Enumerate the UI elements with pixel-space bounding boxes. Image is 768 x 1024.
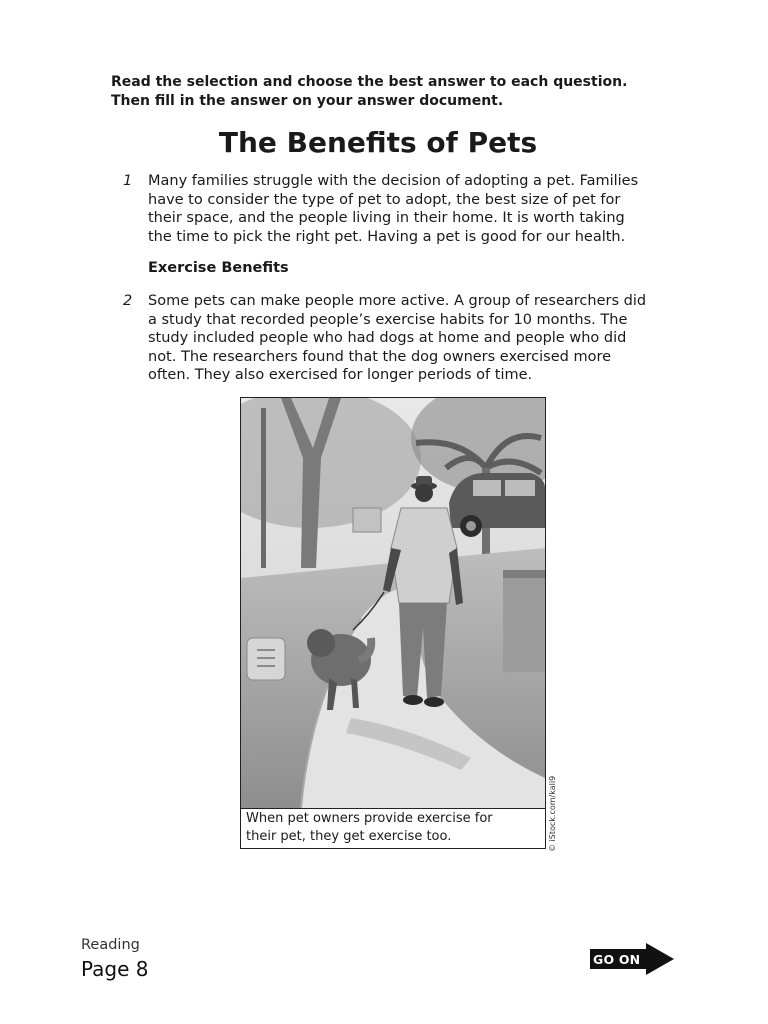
go-on-indicator xyxy=(590,943,676,975)
figure xyxy=(240,397,546,849)
go-on-label: GO ON xyxy=(593,952,641,967)
photo-credit xyxy=(548,776,560,852)
paragraph-1-line: have to consider the type of pet to adopt, the best size of pet for xyxy=(148,191,621,208)
section-subheading: Exercise Benefits xyxy=(148,260,289,276)
paragraph-1 xyxy=(148,172,708,246)
paragraph-number-2: 2 xyxy=(123,293,133,309)
photo-man-walking-dog xyxy=(241,398,545,809)
paragraph-1-line: their space, and the people living in their home. It is worth taking xyxy=(148,210,625,226)
figure-caption-line: their pet, they get exercise too. xyxy=(246,829,452,844)
instructions-line-1: Read the selection and choose the best answer to each question. xyxy=(111,74,628,90)
paragraph-2-line: a study that recorded people’s exercise habits for 10 months. The xyxy=(148,311,628,328)
paragraph-2 xyxy=(148,292,708,385)
paragraph-2-line: not. The researchers found that the dog owners exercised more xyxy=(148,348,612,365)
instructions-line-2: Then fill in the answer on your answer document. xyxy=(111,93,504,109)
paragraph-1-line: Many families struggle with the decision of adopting a pet. Families xyxy=(148,173,639,189)
photo-credit-text: © iStock.com/kali9 xyxy=(548,775,557,852)
instructions xyxy=(111,73,711,111)
paragraph-2-line: Some pets can make people more active. A group of researchers did xyxy=(148,293,647,309)
paragraph-1-line: the time to pick the right pet. Having a pet is good for our health. xyxy=(148,228,626,245)
page-title: The Benefits of Pets xyxy=(218,126,538,159)
footer-subject: Reading xyxy=(81,937,140,953)
paragraph-2-line: study included people who had dogs at home and people who did xyxy=(148,330,627,346)
paragraph-number-1: 1 xyxy=(123,173,133,189)
figure-caption xyxy=(246,810,540,846)
paragraph-2-line: often. They also exercised for longer periods of time. xyxy=(148,367,533,383)
figure-caption-line: When pet owners provide exercise for xyxy=(246,811,493,826)
page-number: Page 8 xyxy=(81,957,149,981)
photo-illustration xyxy=(241,398,545,808)
